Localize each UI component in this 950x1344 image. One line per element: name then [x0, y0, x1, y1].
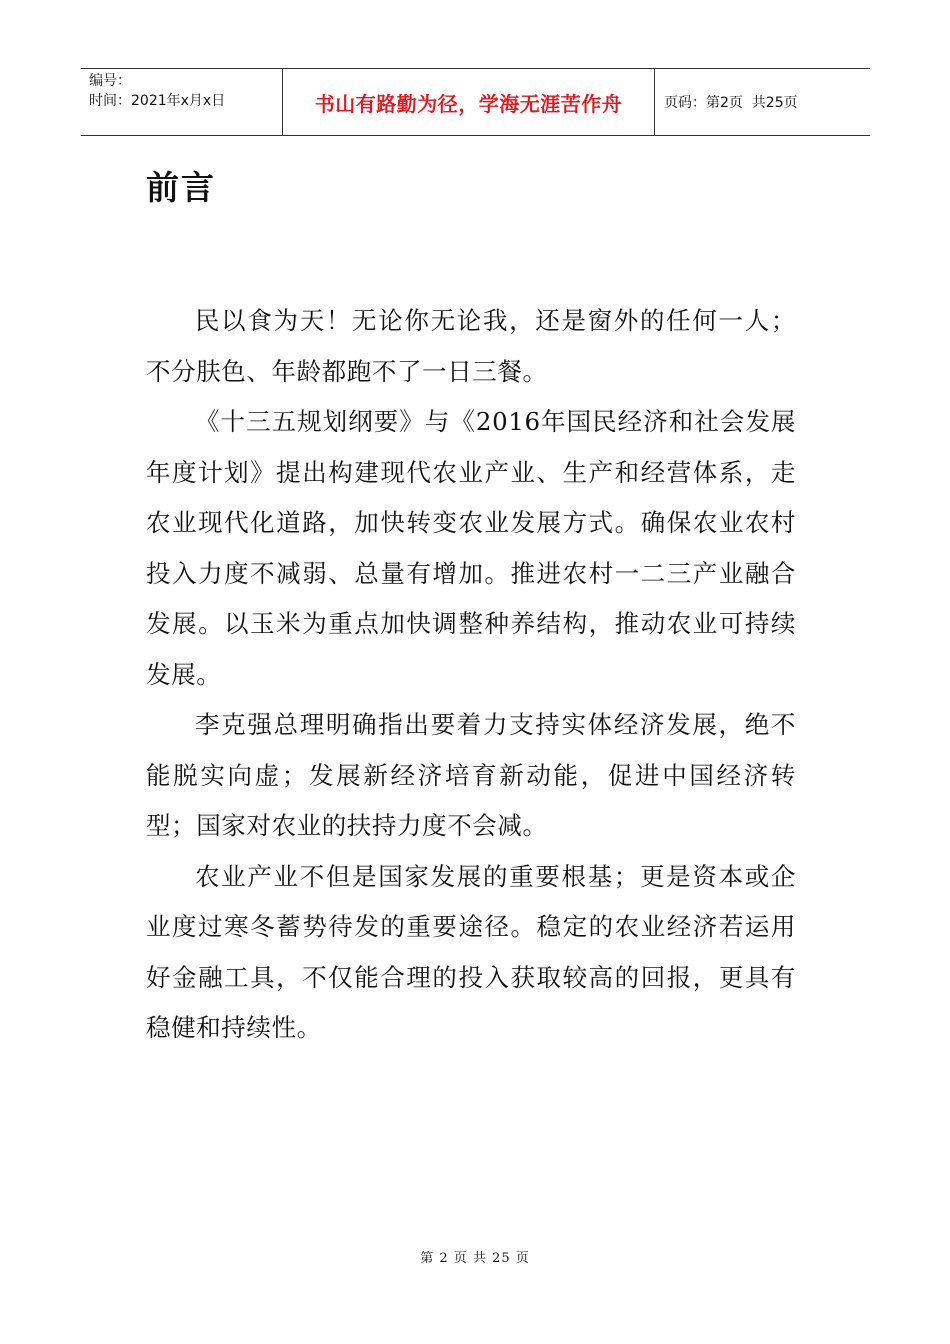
paragraph: 李克强总理明确指出要着力支持实体经济发展，绝不能脱实向虚；发展新经济培育新动能，促进中国经济转型；国家对农业的扶持力度不会减。	[146, 710, 796, 840]
motto-text: 书山有路勤为径，学海无涯苦作舟	[314, 91, 623, 116]
date-label: 时间：2021年x月x日	[89, 93, 226, 109]
paragraph: 民以食为天！无论你无论我，还是窗外的任何一人；不分肤色、年龄都跑不了一日三餐。	[146, 306, 796, 386]
header-meta-cell	[81, 69, 283, 135]
page-title: 前言	[146, 168, 216, 207]
header-motto-cell	[283, 69, 655, 135]
document-body	[146, 296, 796, 1054]
document-header	[81, 68, 870, 136]
page-footer: 第 2 页 共 25 页	[420, 1251, 530, 1266]
paragraph: 《十三五规划纲要》与《2016年国民经济和社会发展年度计划》提出构建现代农业产业、生产和经营体系，走农业现代化道路，加快转变农业发展方式。确保农业农村投入力度不减弱、总量有增加。推进农村一二三产业融合发展。以玉米为重点加快调整种养结构，推动农业可持续发展。	[146, 407, 796, 689]
number-label: 编号：	[89, 73, 131, 89]
header-page-cell	[655, 69, 870, 135]
page-info: 页码：第2页 共25页	[664, 95, 798, 111]
paragraph: 农业产业不但是国家发展的重要根基；更是资本或企业度过寒冬蓄势待发的重要途径。稳定的农业经济若运用好金融工具，不仅能合理的投入获取较高的回报，更具有稳健和持续性。	[146, 861, 796, 1042]
